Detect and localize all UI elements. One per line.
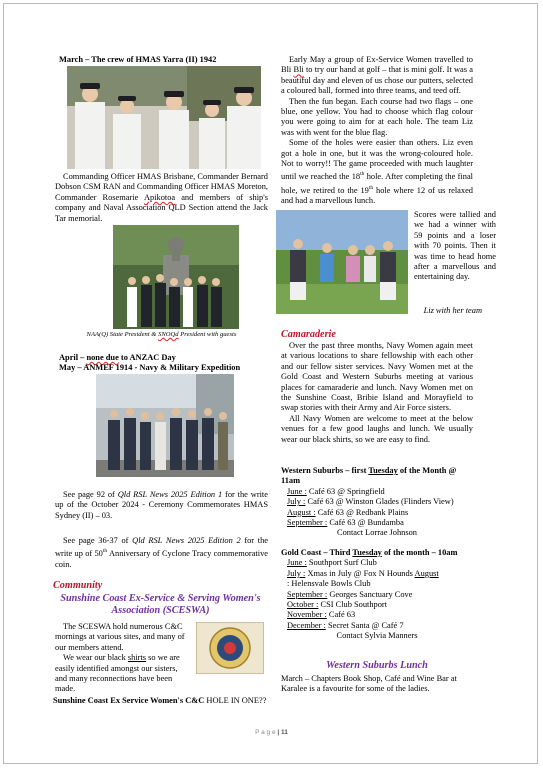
list-item: June : Café 63 @ Springfield: [287, 486, 385, 496]
anmef-heading: May – ANMEF 1914 - Navy & Military Expedition: [59, 363, 241, 373]
sceswa-heading: Sunshine Coast Ex-Service & Serving Women's Association (SCESWA): [60, 593, 261, 616]
jack-tar-memorial-photo: [113, 225, 239, 329]
wsl-heading: Western Suburbs Lunch: [326, 660, 428, 671]
ws-list: [287, 487, 473, 529]
page92-text: See page 92 of Qld RSL News 2025 Edition 1 for the write up of the October 2024 - Ceremony Commemorates HMAS Sydney (II) – 03.: [55, 490, 268, 520]
hole-in-one-heading: Sunshine Coast Ex Service Women's C&C HOLE IN ONE??: [53, 696, 267, 705]
gc-contact: Contact Sylvia Manners: [336, 631, 418, 641]
camaraderie-heading: Camaraderie: [281, 329, 336, 340]
navy-crew-photo: [67, 66, 261, 169]
liz-caption: Liz with her team: [423, 306, 482, 315]
page36-text: See page 36-37 of Qld RSL News 2025 Edition 2 for the write up of 50th Anniversary of Cyclone Tracy commemorative coin.: [55, 536, 269, 569]
april-may-headings: April – none due to ANZAC Day May – ANMEF 1914 - Navy & Military Expedition: [59, 353, 268, 374]
anmef-group-photo: [96, 374, 234, 477]
commanding-officers-text: Commanding Officer HMAS Brisbane, Commander Bernard Dobson CSM RAN and Commanding Officer HMAS Moreton, Commander Rosemarie Apikotoa and members of ship's company and Naval Association QLD Section attend the Jack Tar memorial.: [55, 172, 268, 223]
scores-text: Scores were tallied and we had a winner with 59 points and a loser with 70 points. Then it was time to head home after a marvellous and entertaining day.: [414, 210, 496, 282]
left-column: [55, 55, 268, 65]
yarra-heading: March – The crew of HMAS Yarra (II) 1942: [59, 55, 217, 64]
community-section: [53, 580, 268, 617]
page-footer: P a g e | 11: [255, 729, 288, 736]
list-item: October : CSI Club Southport: [287, 600, 388, 610]
list-item: August : Café 63 @ Redbank Plains: [287, 507, 409, 517]
naa-caption: NAA(Q) State President & SNOQd President with guests: [86, 331, 237, 338]
sceswa-logo: [196, 622, 264, 674]
list-item: July : Café 63 @ Winston Glades (Flinders View): [287, 497, 454, 507]
ws-contact: Contact Lorrae Johnson: [336, 528, 417, 538]
sceswa-text: The SCESWA hold numerous C&C mornings at various sites, and many of our members attend. We wear our black shirts so we are easily identified amongst our sisters, and many reconnections have been made.: [55, 622, 185, 694]
list-item: November : Café 63: [287, 610, 356, 620]
gold-coast-schedule: Gold Coast – Third Tuesday of the month – 10am June : Southport Surf Club July : Xmas in July @ Fox N Hounds August : Helensvale Bowls Club September : Georges Sanctuary Cove October : CSI Club Southport November : Café 63 December : Secret Santa @ Café 7 Contact Sylvia Manners: [281, 548, 473, 642]
list-item: June : Southport Surf Club: [287, 558, 377, 568]
list-item: July : Xmas in July @ Fox N Hounds August: [287, 568, 439, 578]
list-item: December : Secret Santa @ Café 7: [287, 620, 404, 630]
list-item: : Helensvale Bowls Club: [287, 579, 371, 589]
list-item: September : Café 63 @ Bundamba: [287, 518, 404, 528]
camaraderie-section: Camaraderie Over the past three months, Navy Women again meet at various locations to share fellowship with each other and our fellow sister services. Navy Women met at the Gold Coast and Western Suburbs meeting at various places for camaraderie and lunch. Navy Women met on the Sunshine Coast, Bribie Island and Morayfield to swap stories with their Army and Air Force sisters. All Navy Women are welcome to meet at the below venues for a few good laughs and lunch. We usually wear our black shirts, so we are easy to find.: [281, 329, 473, 444]
list-item: September : Georges Sanctuary Cove: [287, 589, 413, 599]
gc-list: [287, 558, 473, 631]
western-suburbs-lunch: Western Suburbs Lunch March – Chapters Book Shop, Café and Wine Bar at Karalee is a favourite for some of the ladies.: [281, 660, 473, 695]
western-suburbs-schedule: Western Suburbs – first Tuesday of the Month @ 11am June : Café 63 @ Springfield July : Café 63 @ Winston Glades (Flinders View) August : Café 63 @ Redbank Plains September : Café 63 @ Bundamba Contact Lorrae Johnson: [281, 466, 473, 539]
community-heading: Community: [53, 580, 103, 591]
golf-article: Early May a group of Ex-Service Women travelled to Bli Bli to try our hand at golf – that is mini golf. It was a beautiful day and eleven of us chose our putters, selected a coloured ball, formed into three teams, and teed off. Then the fun began. Each course had two flags – one blue, one yellow. You had to choose which flag colour you were going to aim for at each hole. The team Liz was with went for the blue flag. Some of the holes were easier than others. Liz even got a hole in one, but it was the wrong-coloured hole. Not to worry!! The game proceeded with much laughter until we reached the 18th hole. After completing the final hole, we retired to the 19th hole where 12 of us relaxed and had a marvellous lunch.: [281, 55, 474, 205]
mini-golf-team-photo: [276, 210, 408, 314]
